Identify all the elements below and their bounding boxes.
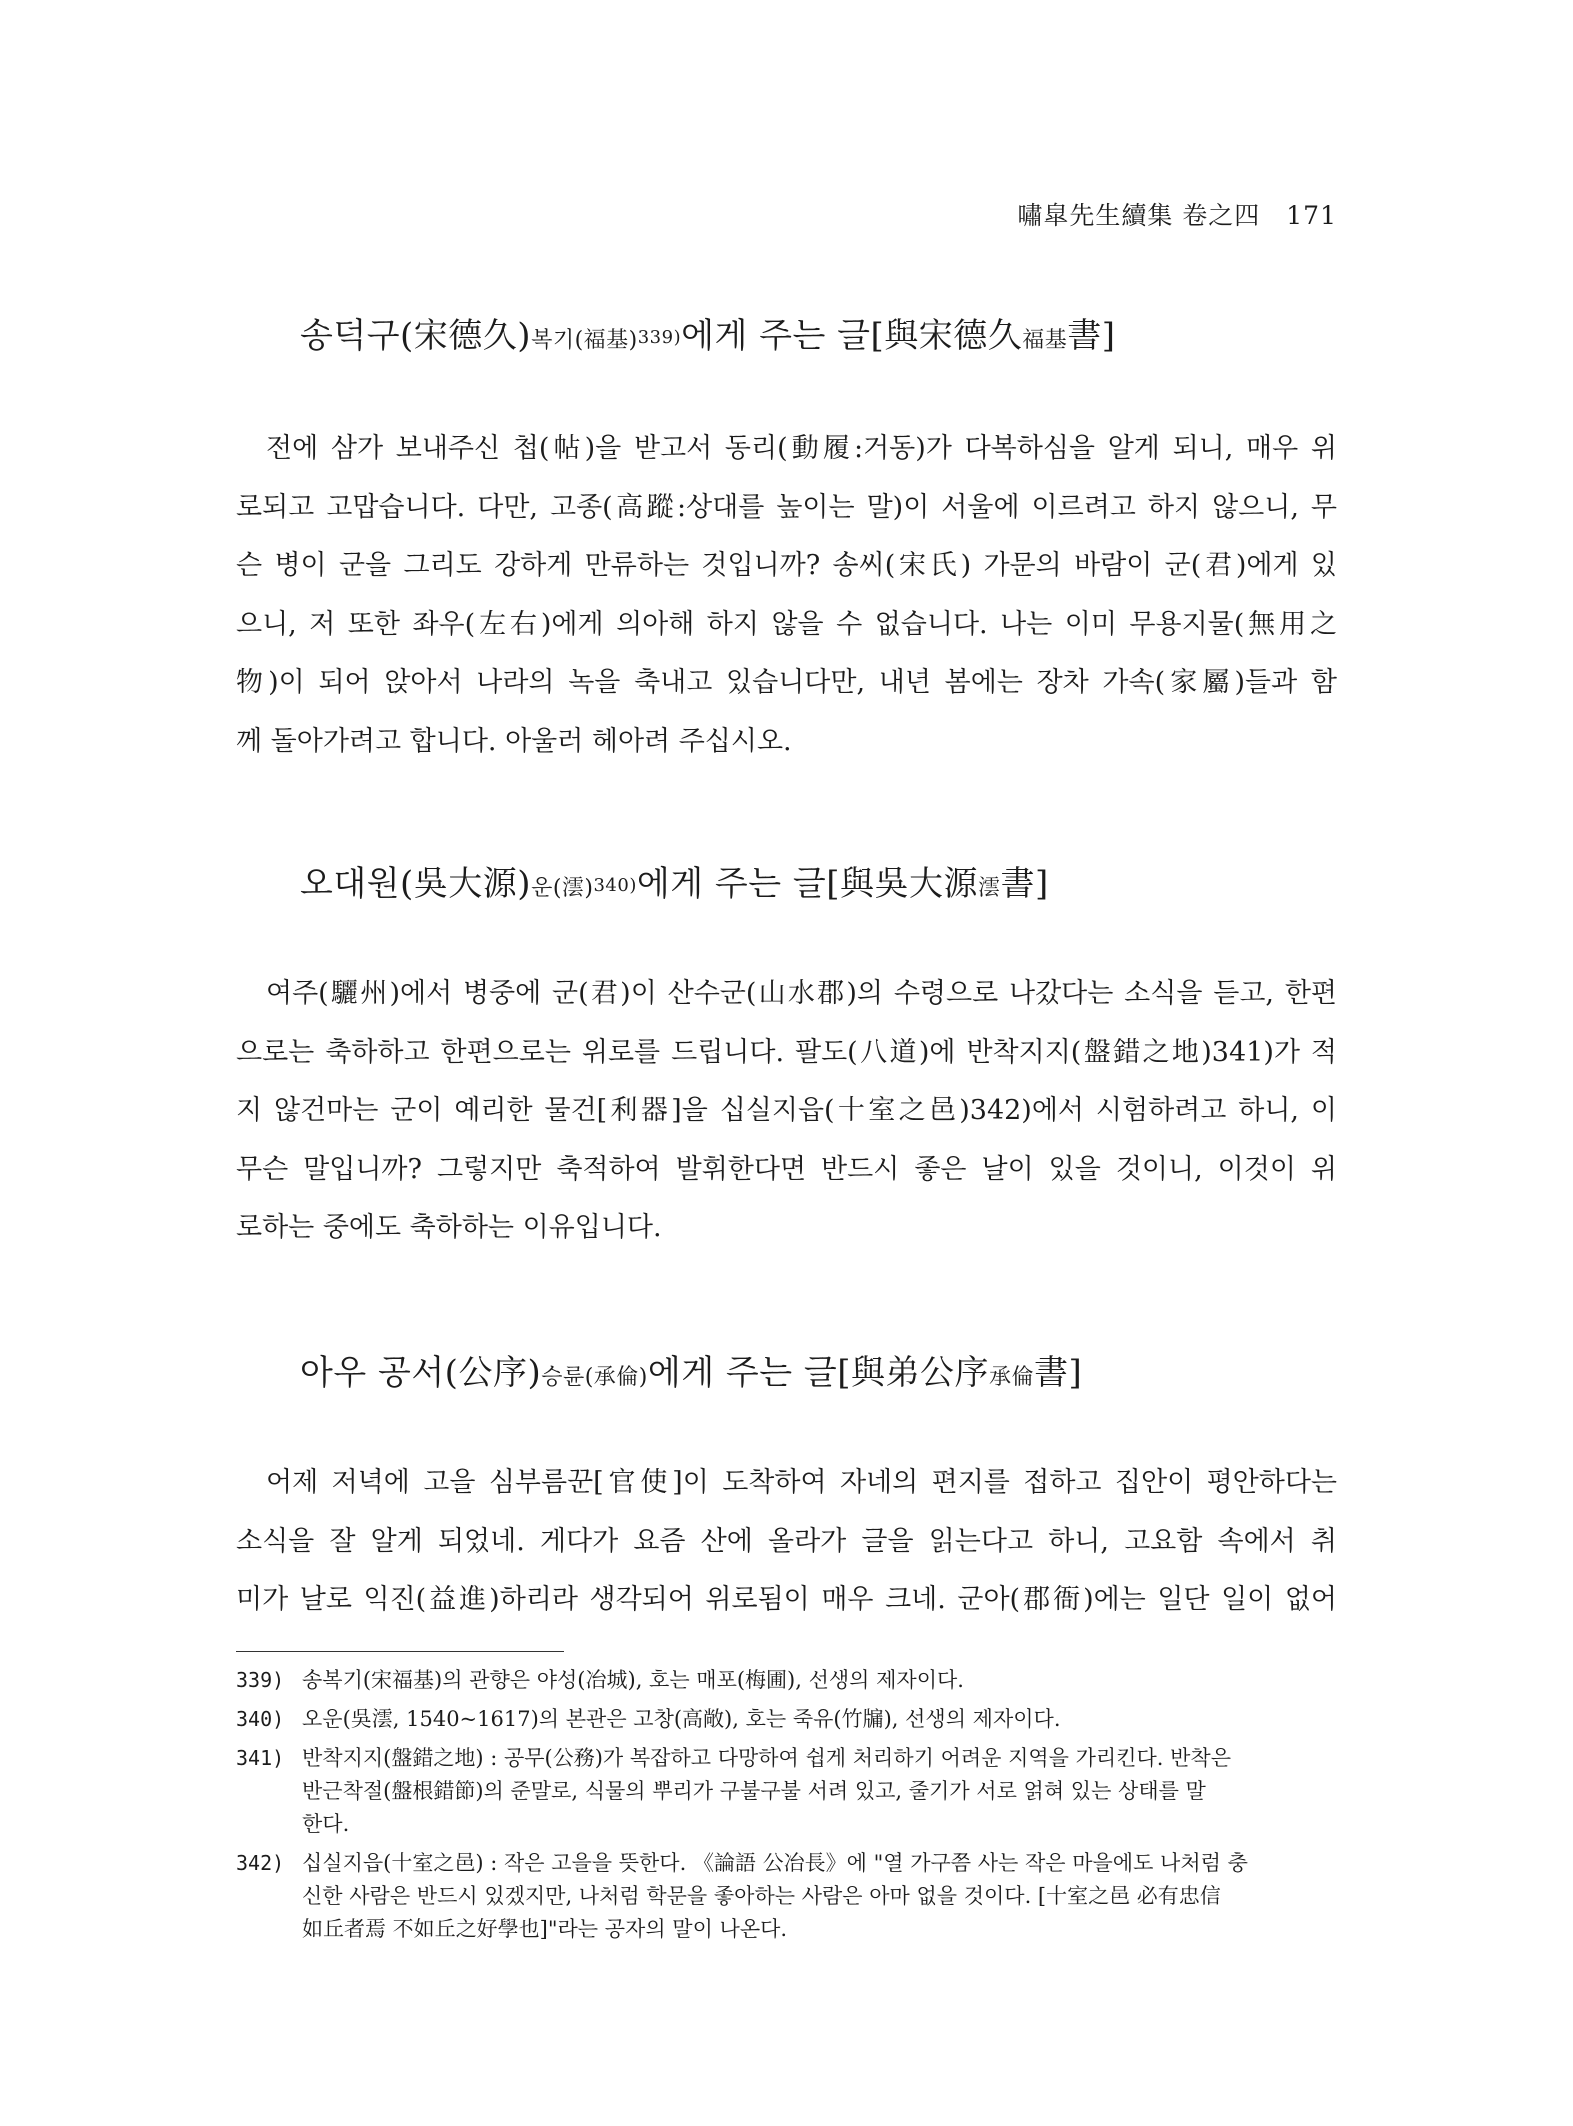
- running-head-title: 嘯皐先生續集 卷之四: [1017, 201, 1261, 230]
- body-line: 로되고 고맙습니다. 다만, 고종(高蹤:상대를 높이는 말)이 서울에 이르려고 하지 않으니, 무: [236, 491, 1337, 523]
- section-title-main: 아우 공서(公序): [300, 1353, 542, 1393]
- body-line: 소식을 잘 알게 되었네. 게다가 요즘 산에 올라가 글을 읽는다고 하니, 고요함 속에서 취: [236, 1525, 1337, 1557]
- footnote-line: 십실지읍(十室之邑) : 작은 고을을 뜻한다. 《論語 公冶長》에 "열 가구쯤 사는 작은 마을에도 나처럼 충: [302, 1851, 1248, 1875]
- section-title-small-2: 承倫: [989, 1365, 1035, 1390]
- footnote-342: [236, 1847, 1337, 1946]
- section-title-end: 書]: [1000, 864, 1049, 904]
- footnote-line: 신한 사람은 반드시 있겠지만, 나처럼 학문을 좋아하는 사람은 아마 없을 것이다. [十室之邑 必有忠信: [302, 1884, 1221, 1908]
- section-title-2: [300, 856, 1049, 905]
- footnote-339: [236, 1664, 1337, 1697]
- section-title-end: 書]: [1067, 316, 1116, 356]
- footnote-number: 341): [236, 1746, 285, 1770]
- footnote-line: 반근착절(盤根錯節)의 준말로, 식물의 뿌리가 구불구불 서려 있고, 줄기가 서로 얽혀 있는 상태를 말: [302, 1779, 1206, 1803]
- footnote-line: 송복기(宋福基)의 관향은 야성(冶城), 호는 매포(梅圃), 선생의 제자이다.: [302, 1668, 964, 1692]
- footnote-340: [236, 1703, 1337, 1736]
- footnote-line: 반착지지(盤錯之地) : 공무(公務)가 복잡하고 다망하여 쉽게 처리하기 어려운 지역을 가리킨다. 반착은: [302, 1746, 1231, 1770]
- section-title-small-2: 澐: [977, 876, 1001, 901]
- section-title-main: 오대원(吳大源): [300, 864, 532, 904]
- body-line: 전에 삼가 보내주신 첩(帖)을 받고서 동리(動履:거동)가 다복하심을 알게 되니, 매우 위: [266, 433, 1337, 464]
- body-line: 무슨 말입니까? 그렇지만 축적하여 발휘한다면 반드시 좋은 날이 있을 것이니, 이것이 위: [236, 1153, 1337, 1185]
- running-head: [1017, 196, 1337, 232]
- body-line: 으니, 저 또한 좌우(左右)에게 의아해 하지 않을 수 없습니다. 나는 이미 무용지물(無用之: [236, 608, 1337, 640]
- body-line: 슨 병이 군을 그리도 강하게 만류하는 것입니까? 송씨(宋氏) 가문의 바람이 군(君)에게 있: [236, 550, 1337, 581]
- section-title-end: 書]: [1034, 1353, 1083, 1393]
- section-title-main: 송덕구(宋德久): [300, 316, 532, 356]
- footnote-ref: 339): [637, 327, 682, 348]
- footnote-ref: 340): [593, 875, 637, 896]
- body-line: 物)이 되어 앉아서 나라의 녹을 축내고 있습니다만, 내년 봄에는 장차 가속(家屬)들과 함: [236, 667, 1337, 698]
- section-title-small: 복기(福基): [531, 328, 638, 353]
- section-title-rest: 에게 주는 글[與吳大源: [636, 864, 978, 904]
- footnote-number: 339): [236, 1668, 285, 1692]
- body-line: 어제 저녁에 고을 심부름꾼[官使]이 도착하여 자네의 편지를 접하고 집안이 평안하다는: [266, 1467, 1337, 1498]
- footnote-341: [236, 1742, 1337, 1841]
- section-title-rest: 에게 주는 글[與宋德久: [681, 316, 1023, 356]
- footnote-text: [302, 1703, 1337, 1736]
- footnote-line: 오운(吳澐, 1540~1617)의 본관은 고창(高敞), 호는 죽유(竹牖), 선생의 제자이다.: [302, 1707, 1061, 1731]
- section-title-rest: 에게 주는 글[與弟公序: [647, 1353, 989, 1393]
- footnote-number: 342): [236, 1851, 285, 1875]
- footnote-text: [302, 1847, 1337, 1946]
- body-line: 여주(驪州)에서 병중에 군(君)이 산수군(山水郡)의 수령으로 나갔다는 소식을 듣고, 한편: [266, 978, 1337, 1009]
- section-title-1: [300, 308, 1116, 357]
- body-line: 으로는 축하하고 한편으로는 위로를 드립니다. 팔도(八道)에 반착지지(盤錯之地)341)가 적: [236, 1036, 1337, 1068]
- body-line: 께 돌아가려고 합니다. 아울러 헤아려 주십시오.: [236, 725, 792, 757]
- page-number: 171: [1286, 201, 1337, 230]
- footnotes: [236, 1664, 1337, 1952]
- footnote-line: 如丘者焉 不如丘之好學也]"라는 공자의 말이 나온다.: [302, 1917, 788, 1941]
- body-line: 지 않건마는 군이 예리한 물건[利器]을 십실지읍(十室之邑)342)에서 시험하려고 하니, 이: [236, 1095, 1337, 1126]
- section-body-1: [236, 420, 1337, 771]
- section-title-small: 승륜(承倫): [541, 1365, 648, 1390]
- section-title-small: 운(澐): [531, 876, 594, 901]
- footnote-line: 한다.: [302, 1812, 350, 1836]
- section-title-small-2: 福基: [1022, 328, 1068, 353]
- section-title-3: [300, 1345, 1082, 1394]
- section-body-2: [236, 965, 1337, 1258]
- body-line: 미가 날로 익진(益進)하리라 생각되어 위로됨이 매우 크네. 군아(郡衙)에는 일단 일이 없어: [236, 1584, 1337, 1615]
- footnote-text: [302, 1664, 1337, 1697]
- body-line: 로하는 중에도 축하하는 이유입니다.: [236, 1212, 662, 1243]
- section-body-3: [236, 1454, 1337, 1630]
- footnote-divider: [236, 1651, 564, 1652]
- footnote-text: [302, 1742, 1337, 1841]
- footnote-number: 340): [236, 1707, 285, 1731]
